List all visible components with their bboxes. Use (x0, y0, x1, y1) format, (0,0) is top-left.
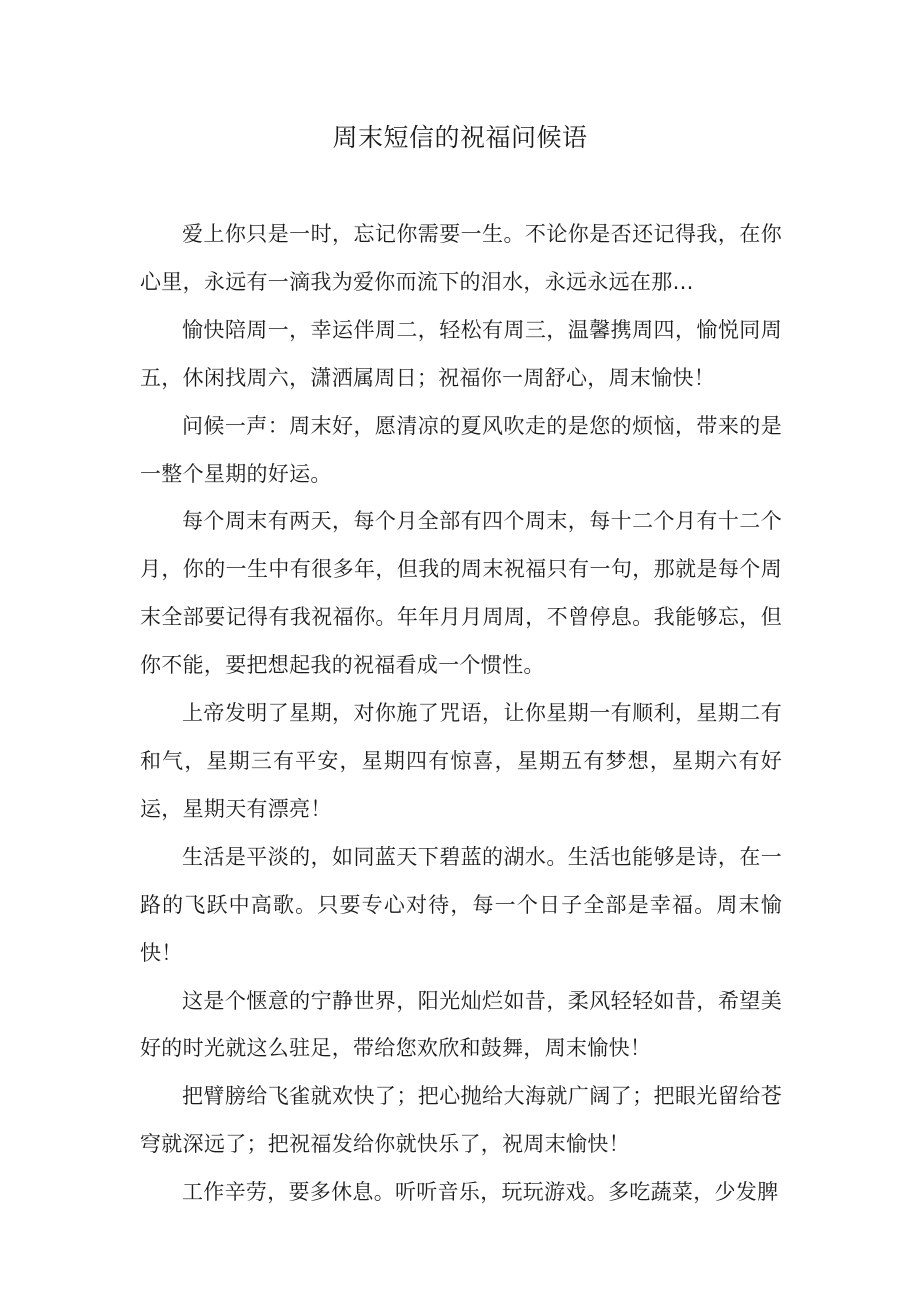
document-body (140, 211, 782, 1217)
paragraph: 工作辛劳，要多休息。听听音乐，玩玩游戏。多吃蔬菜，少发脾 (182, 1180, 779, 1205)
paragraph: 这是个惬意的宁静世界，阳光灿烂如昔，柔风轻轻如昔，希望美好的时光就这么驻足，带给您欢欣和鼓舞，周末愉快！ (140, 988, 782, 1061)
document-title: 周末短信的祝福问候语 (332, 123, 588, 152)
paragraph: 上帝发明了星期，对你施了咒语，让你星期一有顺利，星期二有和气，星期三有平安，星期四有惊喜，星期五有梦想，星期六有好运，星期天有漂亮！ (140, 701, 782, 821)
paragraph: 生活是平淡的，如同蓝天下碧蓝的湖水。生活也能够是诗，在一路的飞跃中高歌。只要专心对待，每一个日子全部是幸福。周末愉快！ (140, 844, 782, 965)
paragraph: 愉快陪周一，幸运伴周二，轻松有周三，温馨携周四，愉悦同周五，休闲找周六，潇洒属周日；祝福你一周舒心，周末愉快！ (140, 317, 782, 390)
paragraph: 问候一声：周末好，愿清凉的夏风吹走的是您的烦恼，带来的是一整个星期的好运。 (140, 413, 782, 486)
paragraph: 把臂膀给飞雀就欢快了；把心抛给大海就广阔了；把眼光留给苍穹就深远了；把祝福发给你就快乐了，祝周末愉快！ (140, 1084, 782, 1157)
paragraph: 每个周末有两天，每个月全部有四个周末，每十二个月有十二个月，你的一生中有很多年，但我的周末祝福只有一句，那就是每个周末全部要记得有我祝福你。年年月月周周，不曾停息。我能够忘，但你不能，要把想起我的祝福看成一个惯性。 (140, 509, 782, 678)
paragraph: 爱上你只是一时，忘记你需要一生。不论你是否还记得我，在你心里，永远有一滴我为爱你而流下的泪水，永远永远在那… (140, 222, 782, 294)
